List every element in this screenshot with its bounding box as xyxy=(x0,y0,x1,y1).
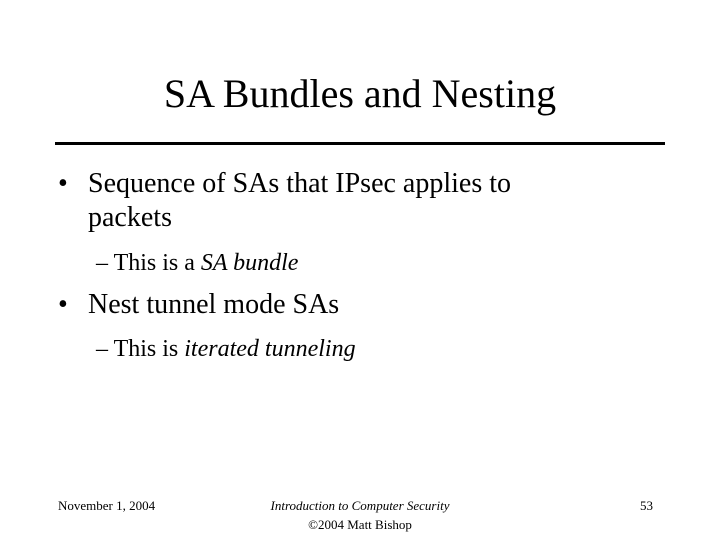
bullet-text-line1: Nest tunnel mode SAs xyxy=(88,289,340,320)
sub-bullet-emphasis: iterated tunneling xyxy=(184,336,356,362)
bullet-text-line2: packets xyxy=(88,202,172,233)
sub-bullet-prefix: This is xyxy=(113,336,185,362)
footer-page-number: 53 xyxy=(640,498,653,513)
bullet-sequence-of-sas xyxy=(58,167,658,235)
sub-bullet-iterated-tunneling xyxy=(96,334,356,364)
footer-course-title: Introduction to Computer Security xyxy=(270,498,450,513)
title-divider xyxy=(55,142,665,145)
bullet-marker: • xyxy=(58,168,68,199)
sub-bullet-prefix: This is a xyxy=(113,250,201,276)
footer-copyright: ©2004 Matt Bishop xyxy=(308,517,412,532)
sub-bullet-marker: – xyxy=(96,336,108,362)
footer-course-info xyxy=(0,496,720,534)
bullet-text-line1: Sequence of SAs that IPsec applies to xyxy=(88,168,512,199)
bullet-nest-tunnel-mode xyxy=(58,288,658,322)
slide-title: SA Bundles and Nesting xyxy=(163,71,557,116)
sub-bullet-sa-bundle xyxy=(96,248,298,278)
bullet-marker: • xyxy=(58,289,68,320)
footer-date: November 1, 2004 xyxy=(58,498,156,513)
sub-bullet-marker: – xyxy=(96,250,108,276)
sub-bullet-emphasis: SA bundle xyxy=(200,250,299,276)
